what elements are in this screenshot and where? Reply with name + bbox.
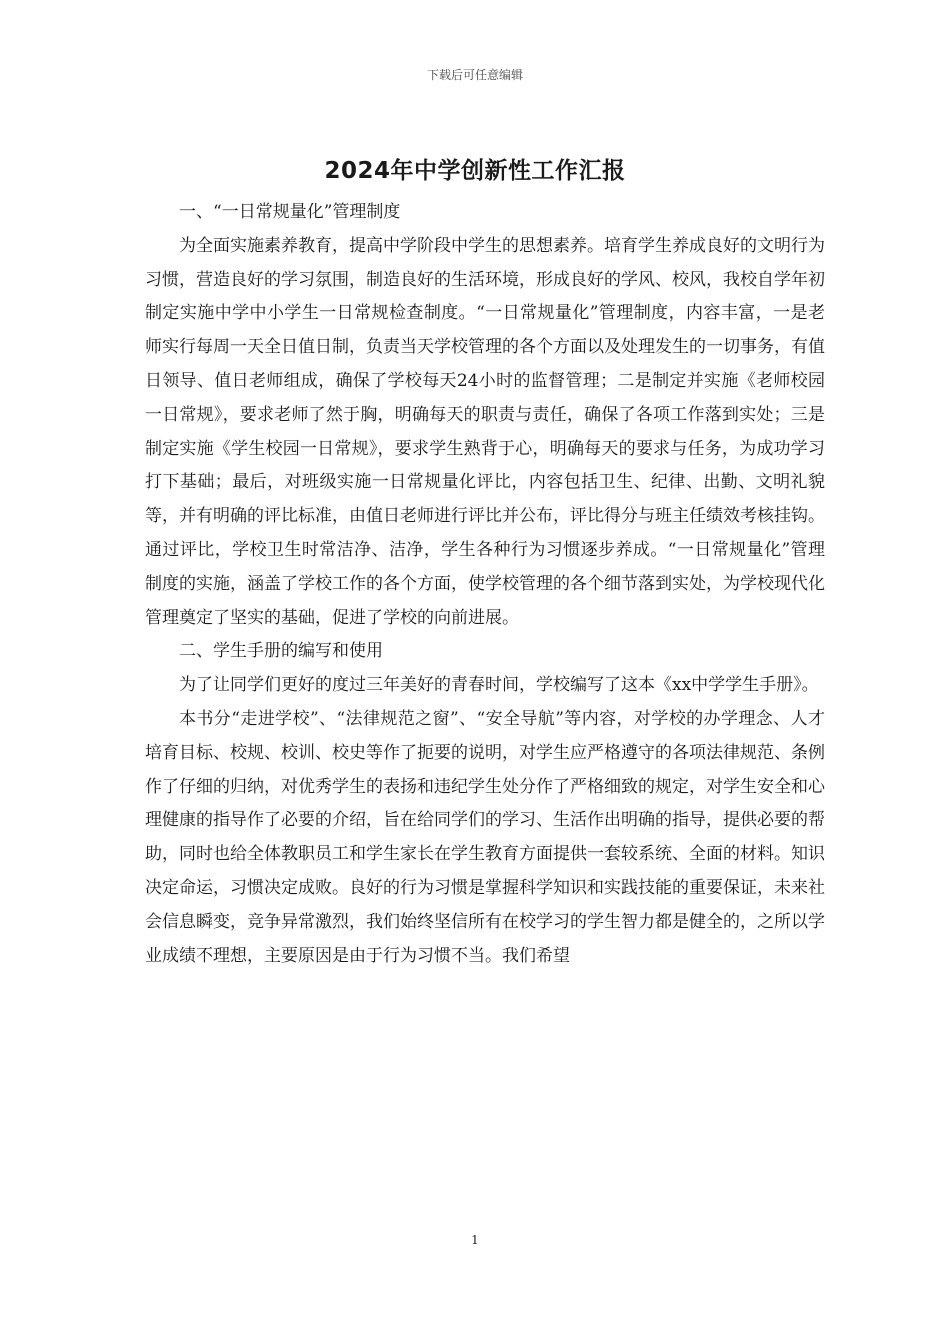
- page-number: 1: [471, 1233, 479, 1247]
- section-heading-2: 二、学生手册的编写和使用: [179, 641, 383, 662]
- document-body: [145, 196, 825, 973]
- page-header: 下载后可任意编辑: [426, 68, 523, 82]
- body-paragraph: 为了让同学们更好的度过三年美好的青春时间，学校编写了这本《xx中学学生手册》。: [179, 675, 819, 696]
- section-heading-1: 一、“一日常规量化”管理制度: [179, 202, 401, 222]
- body-paragraph: 本书分“走进学校”、“法律规范之窗”、“安全导航”等内容，对学校的办学理念、人才培育目标、校规、校训、校史等作了扼要的说明，对学生应严格遵守的各项法律规范、条例作了仔细的归纳，对优秀学生的表扬和违纪学生处分作了严格细致的规定，对学生安全和心理健康的指导作了必要的介绍，旨在给同学们的学习、生活作出明确的指导，提供必要的帮助，同时也给全体教职员工和学生家长在学生教育方面提供一套较系统、全面的材料。知识决定命运，习惯决定成败。良好的行为习惯是掌握科学知识和实践技能的重要保证，未来社会信息瞬变，竞争异常激烈，我们始终坚信所有在校学习的学生智力都是健全的，之所以学业成绩不理想，主要原因是由于行为习惯不当。我们希望: [145, 708, 825, 966]
- document-title: 2024年中学创新性工作汇报: [324, 158, 626, 184]
- body-paragraph: 为全面实施素养教育，提高中学阶段中学生的思想素养。培育学生养成良好的文明行为习惯，营造良好的学习氛围，制造良好的生活环境，形成良好的学风、校风，我校自学年初制定实施中学中小学生一日常规检查制度。“一日常规量化”管理制度，内容丰富，一是老师实行每周一天全日值日制，负责当天学校管理的各个方面以及处理发生的一切事务，有值日领导、值日老师组成，确保了学校每天24小时的监督管理；二是制定并实施《老师校园一日常规》，要求老师了然于胸，明确每天的职责与责任，确保了各项工作落到实处；三是制定实施《学生校园一日常规》，要求学生熟背于心，明确每天的要求与任务，为成功学习打下基础；最后，对班级实施一日常规量化评比，内容包括卫生、纪律、出勤、文明礼貌等，并有明确的评比标准，由值日老师进行评比并公布，评比得分与班主任绩效考核挂钩。通过评比，学校卫生时常洁净、洁净，学生各种行为习惯逐步养成。“一日常规量化”管理制度的实施，涵盖了学校工作的各个方面，使学校管理的各个细节落到实处，为学校现代化管理奠定了坚实的基础，促进了学校的向前进展。: [145, 235, 825, 628]
